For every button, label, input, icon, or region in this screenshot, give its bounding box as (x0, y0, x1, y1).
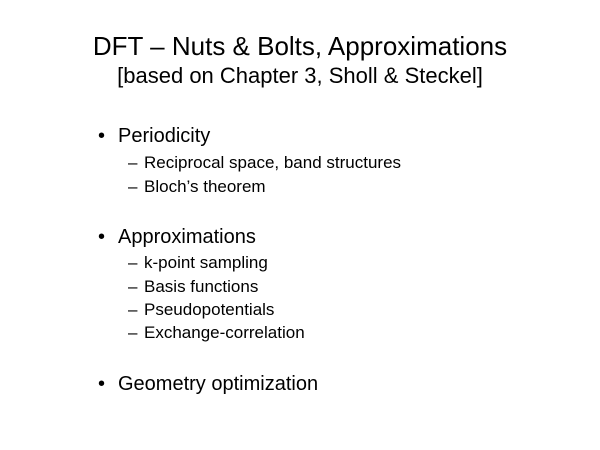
slide-title: DFT – Nuts & Bolts, Approximations (92, 31, 508, 61)
bullet-approximations (98, 225, 256, 249)
sub-mark: – (128, 323, 138, 342)
sub-item-exchange-correlation (128, 322, 305, 343)
sub-item-label: k-point sampling (144, 253, 268, 272)
sub-item-label: Reciprocal space, band structures (144, 153, 402, 172)
sub-mark: – (128, 277, 138, 296)
bullet-label: Approximations (118, 226, 256, 248)
bullet-mark: • (98, 226, 106, 248)
bullet-geometry-optimization (98, 372, 318, 396)
sub-item-pseudopotentials (128, 299, 274, 320)
sub-item-label: Basis functions (144, 277, 259, 296)
sub-item-bloch-theorem (128, 176, 266, 197)
sub-mark: – (128, 300, 138, 319)
bullet-mark: • (98, 125, 106, 147)
sub-item-reciprocal-space (128, 152, 401, 173)
sub-mark: – (128, 153, 138, 172)
sub-item-label: Pseudopotentials (144, 300, 275, 319)
sub-item-k-point-sampling (128, 252, 268, 273)
sub-mark: – (128, 253, 138, 272)
bullet-periodicity (98, 124, 210, 148)
bullet-label: Periodicity (118, 125, 211, 147)
sub-mark: – (128, 177, 138, 196)
sub-item-label: Exchange-correlation (144, 323, 305, 342)
sub-item-basis-functions (128, 276, 258, 297)
bullet-label: Geometry optimization (118, 373, 319, 395)
sub-item-label: Bloch’s theorem (144, 177, 266, 196)
bullet-mark: • (98, 373, 106, 395)
slide-subtitle: [based on Chapter 3, Sholl & Steckel] (117, 63, 483, 88)
